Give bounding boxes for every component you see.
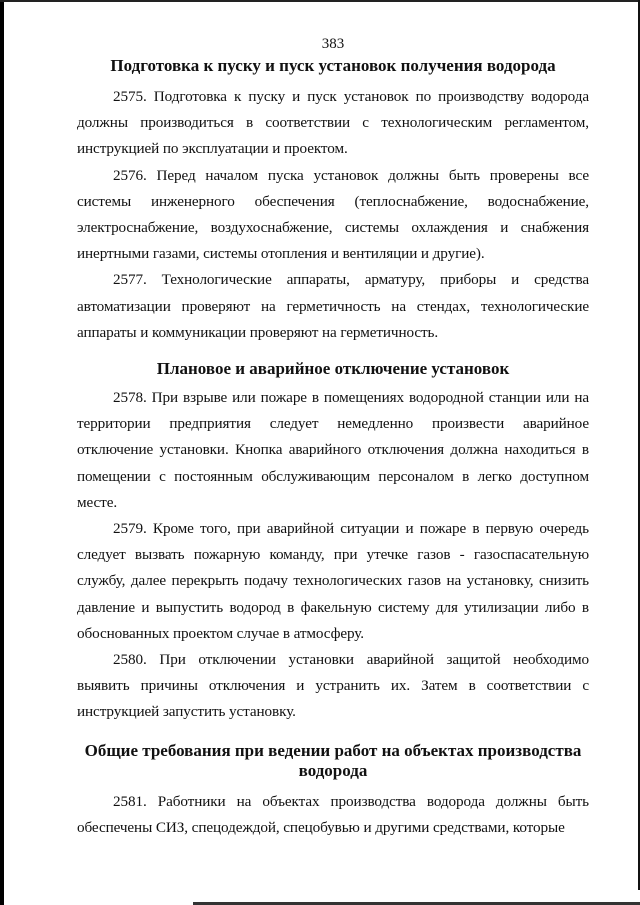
paragraph-number: 2581.	[113, 792, 147, 810]
paragraph-2576	[77, 163, 589, 268]
document-page	[77, 34, 589, 841]
paragraph-2578	[77, 385, 589, 516]
section-heading: Общие требования при ведении работ на объектах производства водорода	[84, 740, 582, 780]
paragraph-number: 2576.	[113, 166, 147, 184]
page-number: 383	[321, 36, 345, 52]
section-heading: Плановое и аварийное отключение установок	[156, 359, 510, 379]
paragraph-text: Кроме того, при аварийной ситуации и пожаре в первую очередь следует вызвать пожарную команду, при утечке газов - газоспасательную службу, далее перекрыть подачу технологических газов на установку, снизить давление и выпустить водород в факельную систему для утилизации либо в обоснованных проектом случае в атмосферу.	[77, 520, 589, 642]
paragraph-2581	[77, 789, 589, 841]
paragraph-text: Перед началом пуска установок должны быть проверены все системы инженерного обеспечения (теплоснабжение, водоснабжение, электроснабжение, воздухоснабжение, системы охлаждения и снабжения инертными газами, системы отопления и вентиляции и другие).	[77, 166, 589, 263]
section-startup	[77, 56, 589, 346]
paragraph-text: При отключении установки аварийной защитой необходимо выявить причины отключения и устранить их. Затем в соответствии с инструкцией запустить установку.	[77, 651, 589, 721]
section-heading: Подготовка к пуску и пуск установок получения водорода	[110, 56, 556, 75]
paragraph-2577	[77, 267, 589, 346]
paragraph-text: Подготовка к пуску и пуск установок по производству водорода должны производиться в соответствии с технологическим регламентом, инструкцией по эксплуатации и проектом.	[77, 88, 589, 158]
paragraph-number: 2579.	[113, 520, 147, 538]
paragraph-2579	[77, 516, 589, 647]
paragraph-2580	[77, 647, 589, 726]
paragraph-text: При взрыве или пожаре в помещениях водородной станции или на территории предприятия следует немедленно произвести аварийное отключение установки. Кнопка аварийного отключения должна находиться в помещении с постоянным обслуживающим персоналом в легко доступном месте.	[77, 389, 590, 511]
section-general-requirements	[77, 741, 589, 841]
paragraph-number: 2575.	[113, 88, 147, 105]
section-shutdown	[77, 359, 589, 726]
paragraph-number: 2580.	[113, 651, 147, 669]
scan-border-top	[0, 0, 640, 2]
paragraph-2575	[77, 84, 589, 163]
paragraph-text: Технологические аппараты, арматуру, приборы и средства автоматизации проверяют на герметичность на стендах, технологические аппараты и коммуникации проверяют на герметичность.	[77, 271, 589, 341]
paragraph-number: 2578.	[113, 389, 147, 407]
scan-border-left	[0, 0, 4, 905]
paragraph-number: 2577.	[113, 271, 147, 289]
paragraph-text: Работники на объектах производства водорода должны быть обеспечены СИЗ, спецодеждой, спецобувью и другими средствами, которые	[77, 792, 589, 836]
